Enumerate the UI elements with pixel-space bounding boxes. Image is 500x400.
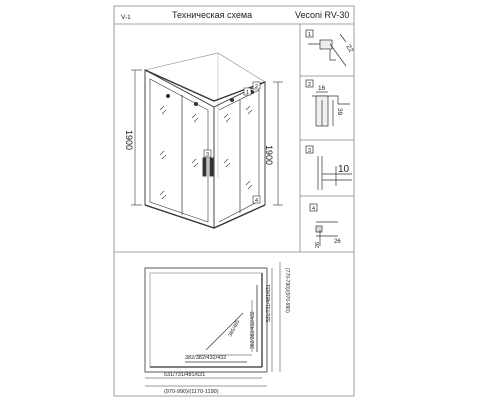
plan-inner [150, 273, 262, 367]
detail-2 [306, 80, 350, 126]
roller-2 [194, 102, 197, 105]
top-rail [145, 70, 265, 101]
height-label-right: 1900 [264, 144, 274, 166]
plan-total-right-label: (770-790)/(970-990) [284, 268, 290, 313]
roller-1 [166, 94, 169, 97]
svg-text:1: 1 [245, 90, 250, 96]
detail-4-dimension-b: 26 [315, 241, 321, 248]
height-label-left: 1900 [124, 129, 134, 151]
svg-text:4: 4 [254, 198, 259, 204]
plan-door-right-label: 382/382/432/432 [250, 311, 256, 349]
callout-2 [253, 82, 260, 90]
detail-1-dimension: 22 [344, 43, 355, 54]
reflections-left [160, 106, 166, 199]
plan-diagonal [206, 313, 243, 350]
detail-4-number: 4 [311, 206, 316, 212]
model-name: Veconi RV-30 [295, 10, 350, 20]
plan-side-right-label: 531/731/481/631 [266, 284, 272, 322]
detail-1-glass [330, 44, 346, 66]
right-panel [214, 82, 265, 228]
bottom-rail [145, 205, 265, 228]
sheet-title: Техническая схема [172, 10, 253, 20]
callout-4 [253, 196, 260, 204]
callout-1 [244, 88, 251, 96]
reflections-center [192, 114, 198, 167]
roller-3 [230, 98, 233, 101]
plan-diagonal-label: 385/485 [227, 319, 242, 338]
detail-4-bracket [316, 226, 322, 232]
callout-3 [204, 150, 211, 158]
sheet-code: V-1 [121, 14, 131, 21]
plan-view [145, 262, 280, 386]
detail-2-dimension-b: 39 [336, 108, 343, 116]
detail-1-dim-line [340, 34, 346, 42]
handle-right [210, 158, 213, 176]
left-panel [145, 70, 214, 228]
detail-2-dimension-a: 16 [318, 85, 326, 92]
detail-1-number: 1 [307, 32, 312, 38]
handle-left [203, 158, 206, 176]
plan-door-bottom-label: 382/382/432/432 [185, 355, 227, 361]
shower-elevation [145, 53, 265, 228]
detail-2-number: 2 [307, 82, 312, 88]
detail-3-number: 3 [307, 148, 312, 154]
left-panel-glass [150, 79, 208, 222]
svg-text:3: 3 [205, 152, 210, 158]
detail-1 [306, 30, 346, 66]
plan-total-bottom-label: (970-990)/(1170-1190) [164, 389, 219, 395]
reflections-right [224, 106, 252, 189]
detail-4-dimension-a: 26 [334, 239, 341, 245]
detail-3-dimension: 10 [338, 164, 350, 175]
svg-text:2: 2 [254, 84, 259, 90]
height-dimension-right [273, 82, 283, 205]
plan-side-bottom-label: 531/731/481/631 [164, 372, 206, 378]
